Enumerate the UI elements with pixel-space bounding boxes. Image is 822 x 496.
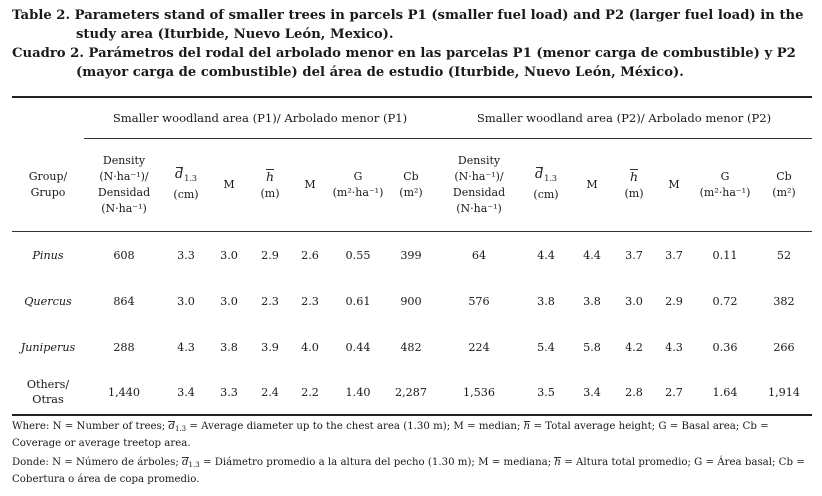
header-group: Group/ Grupo — [28, 169, 68, 199]
cell-p2-value: 266 — [773, 340, 795, 354]
note-en-part-a: Where: N = Number of trees; — [12, 421, 166, 432]
header-diameter-p1 — [164, 139, 208, 232]
table-row — [12, 278, 812, 324]
group-header-p1: Smaller woodland area (P1)/ Arbolado menor (P1) — [84, 97, 436, 139]
cell-p1-value: 1,440 — [107, 385, 141, 399]
table-body — [12, 232, 812, 416]
note-h-symbol: h — [554, 457, 561, 468]
header-median-p1: M — [223, 178, 235, 191]
note-d-symbol: d — [182, 457, 189, 468]
table-row — [12, 232, 812, 279]
height-unit: (m) — [624, 186, 644, 200]
table-row — [12, 370, 812, 415]
cell-p1-value: 4.0 — [301, 340, 319, 354]
header-density-p1 — [84, 139, 164, 232]
note-es-part-c: = Altura total promedio; G = Área basal; Cb = Cobertura o área de copa promedio. — [12, 457, 805, 485]
cell-p1-value: 864 — [113, 294, 135, 308]
cell-p1-value: 0.55 — [345, 248, 371, 262]
cell-p1-value: 3.0 — [220, 248, 238, 262]
cell-p2-value: 2.9 — [665, 294, 683, 308]
basal-area-unit: (m²·ha⁻¹) — [332, 186, 384, 199]
cell-p1-value: 399 — [400, 248, 422, 262]
header-basal-area-p2 — [694, 139, 756, 232]
diameter-subscript: 1.3 — [184, 174, 198, 183]
diameter-symbol: d — [534, 167, 544, 182]
group-header-row — [12, 97, 812, 139]
parameters-table — [12, 96, 812, 416]
header-density-p2 — [436, 139, 522, 232]
cell-p2-value: 0.72 — [712, 294, 738, 308]
header-median-p2: M — [586, 178, 598, 191]
height-unit: (m) — [260, 186, 280, 200]
cell-p2-value: 4.2 — [625, 340, 643, 354]
diameter-subscript: 1.3 — [544, 174, 558, 183]
height-symbol: h — [265, 168, 275, 184]
cell-p1-value: 3.3 — [220, 385, 238, 399]
column-header-row — [12, 139, 812, 232]
note-spanish — [12, 456, 817, 487]
cell-group: Juniperus — [20, 340, 76, 354]
note-en-part-b: = Average diameter up to the chest area (1.30 m); M = median; — [189, 421, 521, 432]
cell-p1-value: 3.3 — [177, 248, 195, 262]
caption-spanish: Cuadro 2. Parámetros del rodal del arbolado menor en las parcelas P1 (menor carga de combustible) y P2 (mayor carga de combustible) del área de estudio (Iturbide, Nuevo León, México). — [12, 46, 796, 80]
cell-p2-value: 382 — [773, 294, 795, 308]
cell-p2-value: 3.5 — [537, 385, 555, 399]
note-es-part-a: Donde: N = Número de árboles; — [12, 457, 179, 468]
cell-p2-value: 0.36 — [712, 340, 738, 354]
cell-group: Quercus — [24, 294, 72, 308]
cell-p1-value: 3.0 — [177, 294, 195, 308]
cell-group: Pinus — [32, 248, 64, 262]
cell-p2-value: 3.0 — [625, 294, 643, 308]
note-d-subscript: 1.3 — [188, 461, 200, 469]
cell-p1-value: 2.6 — [301, 248, 319, 262]
coverage-label: Cb — [776, 170, 792, 183]
cell-p2-value: 1,536 — [462, 385, 496, 399]
diameter-unit: (cm) — [173, 188, 199, 201]
cell-p2-value: 3.7 — [665, 248, 683, 262]
note-en-part-c: = Total average height; G = Basal area; Cb = Coverage or average treetop area. — [12, 421, 769, 449]
cell-p1-value: 288 — [113, 340, 135, 354]
cell-p2-value: 224 — [468, 340, 490, 354]
cell-p1-value: 2.4 — [261, 385, 279, 399]
coverage-unit: (m²) — [399, 186, 423, 199]
header-median2-p1: M — [304, 178, 316, 191]
header-basal-area-p1 — [330, 139, 386, 232]
header-coverage-p1 — [386, 139, 436, 232]
cell-p2-value: 52 — [776, 248, 792, 262]
group-header-p2: Smaller woodland area (P2)/ Arbolado menor (P2) — [436, 97, 812, 139]
cell-p2-value: 3.4 — [583, 385, 601, 399]
cell-p1-value: 3.0 — [220, 294, 238, 308]
note-d-symbol: d — [168, 421, 175, 432]
diameter-symbol: d — [174, 167, 184, 182]
cell-p2-value: 4.4 — [583, 248, 601, 262]
basal-area-label: G — [353, 170, 363, 183]
header-density-label: Density (N·ha⁻¹)/ Densidad (N·ha⁻¹) — [97, 154, 151, 215]
cell-p1-value: 3.4 — [177, 385, 195, 399]
cell-p2-value: 5.8 — [583, 340, 601, 354]
coverage-label: Cb — [403, 170, 419, 183]
header-median2-p2: M — [668, 178, 680, 191]
cell-p1-value: 2.3 — [261, 294, 279, 308]
header-height-p2 — [614, 139, 654, 232]
header-density-label: Density (N·ha⁻¹)/ Densidad (N·ha⁻¹) — [452, 154, 506, 215]
height-symbol: h — [629, 168, 639, 184]
caption-english: Table 2. Parameters stand of smaller trees in parcels P1 (smaller fuel load) and P2 (larger fuel load) in the study area (Iturbide, Nuevo León, Mexico). — [12, 8, 804, 42]
coverage-unit: (m²) — [772, 186, 796, 199]
cell-p2-value: 3.8 — [583, 294, 601, 308]
basal-area-unit: (m²·ha⁻¹) — [699, 186, 751, 199]
header-coverage-p2 — [756, 139, 812, 232]
header-height-p1 — [250, 139, 290, 232]
data-table-wrapper — [12, 96, 812, 416]
cell-group: Others/ Otras — [26, 378, 70, 406]
table-notes — [12, 420, 817, 487]
cell-p2-value: 1.64 — [712, 385, 738, 399]
cell-p1-value: 608 — [113, 248, 135, 262]
cell-p1-value: 3.9 — [261, 340, 279, 354]
cell-p1-value: 2.3 — [301, 294, 319, 308]
cell-p1-value: 1.40 — [345, 385, 371, 399]
cell-p1-value: 4.3 — [177, 340, 195, 354]
cell-p2-value: 3.8 — [537, 294, 555, 308]
cell-p2-value: 576 — [468, 294, 490, 308]
cell-p1-value: 3.8 — [220, 340, 238, 354]
cell-p2-value: 64 — [471, 248, 487, 262]
cell-p2-value: 4.3 — [665, 340, 683, 354]
cell-p2-value: 1,914 — [767, 385, 801, 399]
cell-p1-value: 2.9 — [261, 248, 279, 262]
cell-p1-value: 0.44 — [345, 340, 371, 354]
group-header-blank — [12, 97, 84, 139]
cell-p2-value: 2.8 — [625, 385, 643, 399]
cell-p2-value: 3.7 — [625, 248, 643, 262]
cell-p1-value: 900 — [400, 294, 422, 308]
cell-p1-value: 2.2 — [301, 385, 319, 399]
cell-p1-value: 2,287 — [394, 385, 428, 399]
header-diameter-p2 — [522, 139, 570, 232]
note-es-part-b: = Diámetro promedio a la altura del pecho (1.30 m); M = mediana; — [202, 457, 552, 468]
cell-p2-value: 2.7 — [665, 385, 683, 399]
cell-p2-value: 0.11 — [712, 248, 738, 262]
diameter-unit: (cm) — [533, 188, 559, 201]
cell-p1-value: 482 — [400, 340, 422, 354]
basal-area-label: G — [720, 170, 730, 183]
cell-p1-value: 0.61 — [345, 294, 371, 308]
note-english — [12, 420, 817, 451]
cell-p2-value: 5.4 — [537, 340, 555, 354]
note-d-subscript: 1.3 — [174, 425, 187, 433]
note-h-symbol: h — [523, 421, 531, 432]
cell-p2-value: 4.4 — [537, 248, 555, 262]
table-captions — [12, 6, 817, 82]
table-row — [12, 324, 812, 370]
